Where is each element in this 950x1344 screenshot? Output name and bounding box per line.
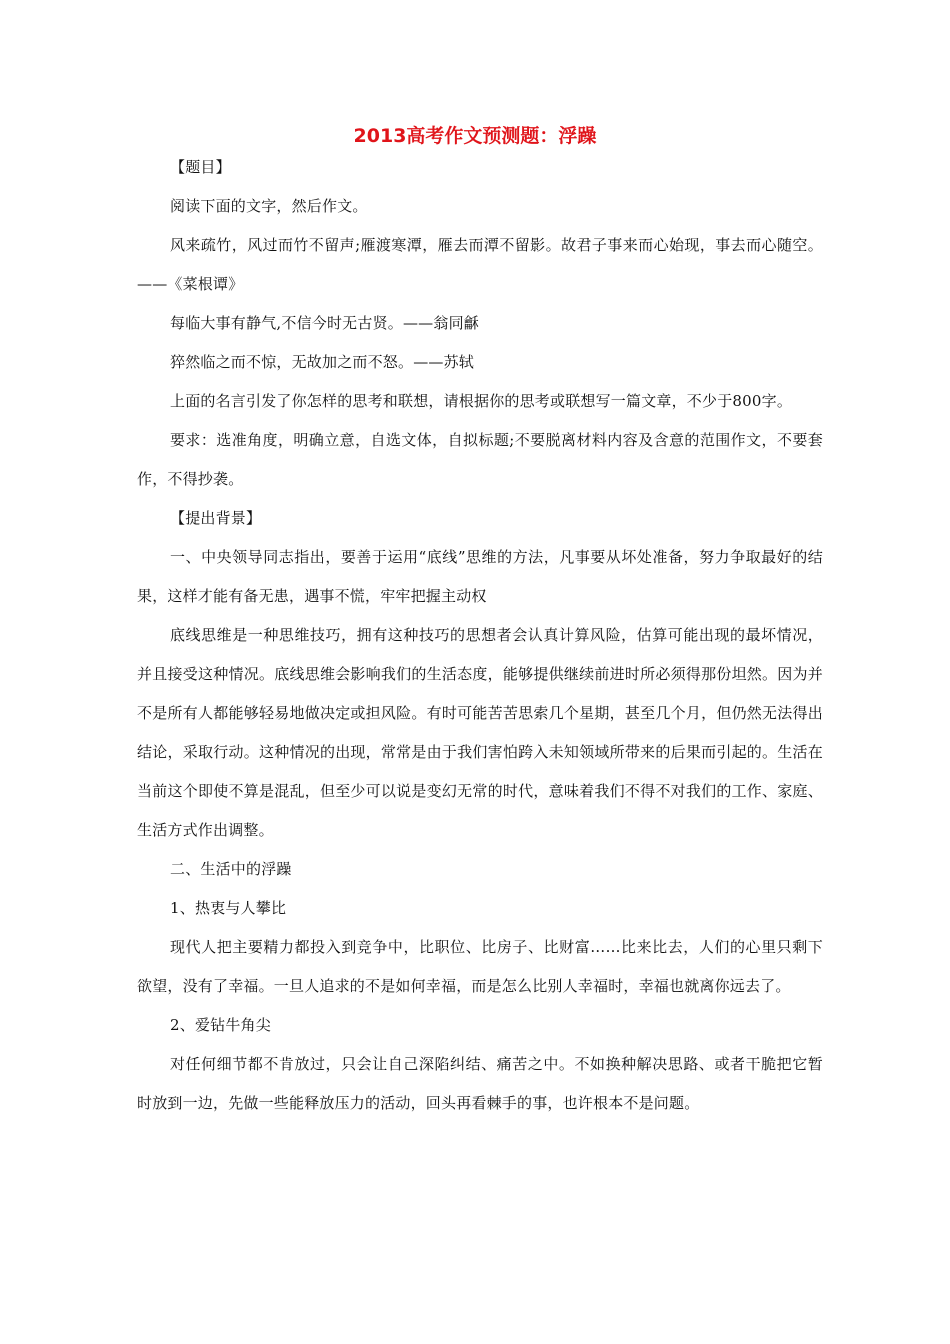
section-heading-topic: 【题目】	[170, 158, 231, 176]
subheading-comparison: 1、热衷与人攀比	[170, 899, 287, 917]
document-title: 2013高考作文预测题：浮躁	[353, 125, 597, 147]
paragraph-nitpicking: 对任何细节都不肯放过，只会让自己深陷纠结、痛苦之中。不如换种解决思路、或者干脆把它暂时放到一边，先做一些能释放压力的活动，回头再看棘手的事，也许根本不是问题。	[137, 1055, 823, 1112]
paragraph-comparison: 现代人把主要精力都投入到竞争中，比职位、比房子、比财富……比来比去，人们的心里只剩下欲望，没有了幸福。一旦人追求的不是如何幸福，而是怎么比别人幸福时，幸福也就离你远去了。	[137, 938, 823, 995]
paragraph-quote-su-shi: 猝然临之而不惊，无故加之而不怒。——苏轼	[170, 353, 475, 371]
subheading-nitpicking: 2、爱钻牛角尖	[170, 1016, 271, 1034]
section-heading-background: 【提出背景】	[170, 509, 262, 527]
paragraph-instruction: 阅读下面的文字，然后作文。	[170, 197, 368, 215]
paragraph-prompt: 上面的名言引发了你怎样的思考和联想，请根据你的思考或联想写一篇文章，不少于800字。	[170, 392, 793, 410]
paragraph-bottom-line-thinking: 底线思维是一种思维技巧，拥有这种技巧的思想者会认真计算风险，估算可能出现的最坏情况，并且接受这种情况。底线思维会影响我们的生活态度，能够提供继续前进时所必须得那份坦然。因为并不是所有人都能够轻易地做决定或担风险。有时可能苦苦思索几个星期，甚至几个月，但仍然无法得出结论，采取行动。这种情况的出现，常常是由于我们害怕跨入未知领域所带来的后果而引起的。生活在当前这个即使不算是混乱，但至少可以说是变幻无常的时代，意味着我们不得不对我们的工作、家庭、生活方式作出调整。	[137, 626, 823, 839]
document-body	[137, 148, 823, 1123]
section-heading-impetuousness: 二、生活中的浮躁	[170, 860, 292, 878]
paragraph-background-one: 一、中央领导同志指出，要善于运用“底线”思维的方法，凡事要从坏处准备，努力争取最好的结果，这样才能有备无患，遇事不慌，牢牢把握主动权	[137, 548, 823, 605]
paragraph-requirements: 要求：选准角度，明确立意，自选文体，自拟标题;不要脱离材料内容及含意的范围作文，不要套作，不得抄袭。	[137, 431, 823, 488]
paragraph-quote-weng-tonghe: 每临大事有静气,不信今时无古贤。——翁同龢	[170, 314, 479, 332]
paragraph-quote-caigentan: 风来疏竹，风过而竹不留声;雁渡寒潭，雁去而潭不留影。故君子事来而心始现，事去而心随空。——《菜根谭》	[137, 236, 823, 293]
